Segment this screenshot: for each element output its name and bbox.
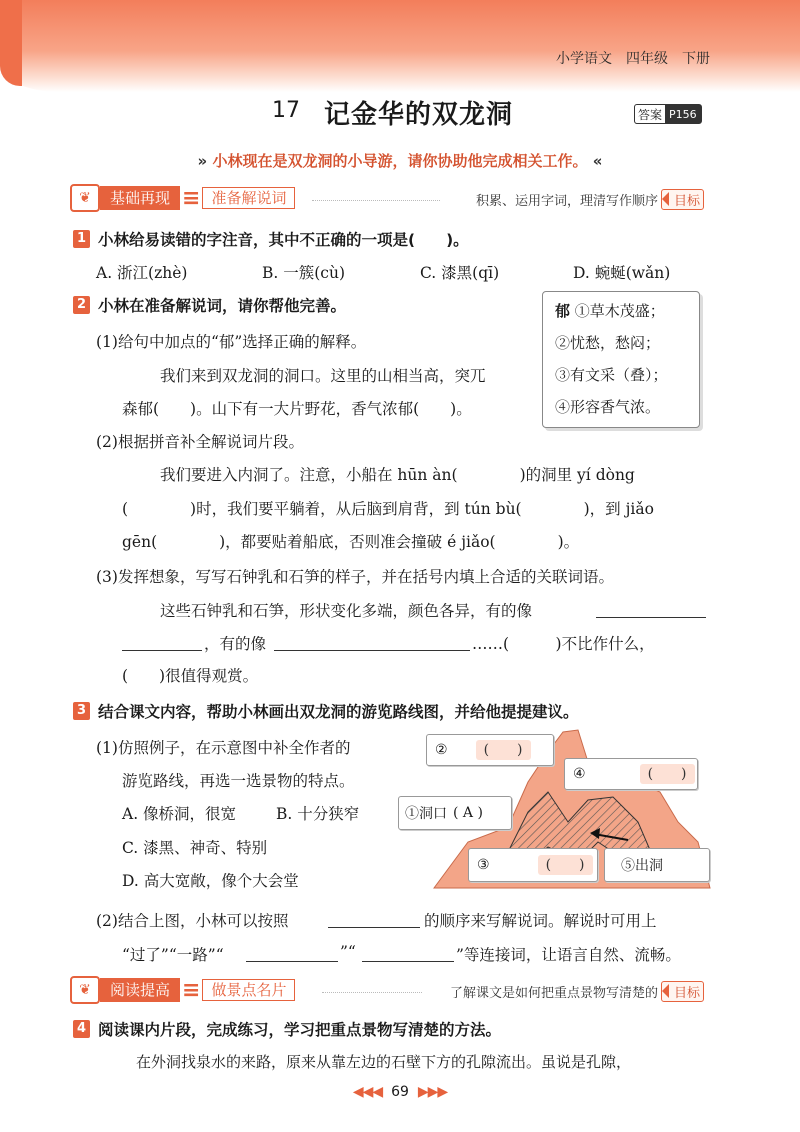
question-stem: 小林给易读错的字注音，其中不正确的一项是( )。: [98, 231, 469, 249]
page-number: 69: [391, 1084, 409, 1100]
option-a: A. 像桥洞，很宽: [122, 805, 237, 823]
intro-text: [0, 150, 800, 171]
route-box-label: ①洞口: [405, 806, 447, 822]
answer-tag: [634, 104, 702, 124]
book-info: 小学语文 四年级 下册: [556, 51, 710, 67]
option-a: A. 浙江(zhè): [96, 264, 188, 282]
option-d: D. 高大宽敞，像个大会堂: [122, 872, 299, 890]
route-box-2: [426, 734, 554, 766]
route-box-4: [564, 758, 698, 790]
header-band: [0, 0, 800, 92]
answer-page: P156: [665, 105, 701, 123]
route-box-3: [468, 848, 598, 882]
passage-line: gēn( )，都要贴着船底，否则准会撞破 é jiǎo( )。: [122, 533, 580, 551]
section-goal: 了解课文是如何把重点景物写清楚的: [449, 986, 658, 1001]
definition-item: ①草木茂盛；: [574, 302, 665, 320]
route-box-label: ⑤出洞: [621, 858, 663, 874]
double-chevron-right-icon: »: [197, 152, 208, 170]
passage-line: 森郁( )。山下有一大片野花，香气浓郁( )。: [122, 400, 472, 418]
section-label: 基础再现: [100, 186, 180, 210]
answer-slot[interactable]: ( ): [538, 855, 593, 875]
passage-line: ……( )不比作什么，: [472, 635, 655, 653]
option-d: D. 蜿蜒(wǎn): [573, 264, 671, 282]
answer-blank[interactable]: [122, 650, 202, 651]
subquestion-2-line: “过了”“一路”“: [122, 946, 224, 964]
section-sub: 准备解说词: [202, 187, 295, 209]
book-icon: ❦: [70, 184, 100, 212]
answer-blank[interactable]: [274, 650, 470, 651]
lesson-title: 记金华的双龙洞: [324, 100, 514, 130]
question-number: 2: [73, 296, 90, 314]
question-number: 3: [73, 702, 90, 720]
intro-sentence: 小林现在是双龙洞的小导游，请你协助他完成相关工作。: [212, 152, 588, 170]
section-label: 阅读提高: [100, 978, 180, 1002]
subquestion-1: (1)给句中加点的“郁”选择正确的解释。: [96, 333, 367, 351]
question-stem: 阅读课内片段，完成练习，学习把重点景物写清楚的方法。: [98, 1021, 502, 1039]
definition-char: 郁: [555, 302, 571, 320]
double-chevron-left-icon: «: [592, 152, 603, 170]
reading-passage: 在外洞找泉水的来路，原来从靠左边的石壁下方的孔隙流出。虽说是孔隙，: [136, 1053, 632, 1071]
route-box-label: ④: [573, 766, 586, 782]
triangles-right-icon: ▶▶▶: [417, 1084, 448, 1100]
passage-line: ( )很值得观赏。: [122, 667, 259, 685]
book-icon: ❦: [70, 976, 100, 1004]
section-sub: 做景点名片: [202, 979, 295, 1001]
triangles-left-icon: ◀◀◀: [352, 1084, 383, 1100]
question-stem: 结合课文内容，帮助小林画出双龙洞的游览路线图，并给他提提建议。: [98, 703, 579, 721]
answer-blank[interactable]: [328, 927, 420, 928]
route-box-label: ②: [435, 742, 448, 758]
section-goal: 积累、运用字词，理清写作顺序: [475, 194, 658, 209]
definition-item: ④形容香气浓。: [555, 398, 661, 416]
definition-box: [542, 291, 700, 428]
dotted-line: [322, 992, 422, 993]
definition-item: ③有文采（叠）；: [555, 366, 668, 384]
lesson-number: 17: [272, 98, 300, 123]
answer-slot[interactable]: ( ): [476, 740, 531, 760]
subquestion-2-cont: 的顺序来写解说词。解说时可用上: [424, 912, 657, 930]
passage-line: 这些石钟乳和石笋，形状变化多端，颜色各异，有的像: [160, 602, 533, 620]
subquestion-2-line: ”“: [340, 943, 356, 961]
option-c: C. 漆黑、神奇、特别: [122, 839, 268, 857]
question-stem: 小林在准备解说词，请你帮他完善。: [98, 297, 347, 315]
route-box-5: [604, 848, 710, 882]
route-box-1: [398, 796, 512, 830]
answer-blank[interactable]: [362, 961, 454, 962]
e-icon: ≡: [182, 977, 201, 1003]
subquestion-2-line: ”等连接词，让语言自然、流畅。: [456, 946, 681, 964]
question-number: 4: [73, 1020, 90, 1038]
route-box-label: ③: [477, 857, 490, 873]
answer-label: 答案: [638, 107, 663, 122]
section-reading: [70, 977, 295, 1003]
goal-tag: 目标: [661, 981, 704, 1002]
subquestion-2: (2)根据拼音补全解说词片段。: [96, 433, 304, 451]
section-basic: [70, 185, 295, 211]
option-b: B. 十分狭窄: [276, 805, 360, 823]
option-c: C. 漆黑(qī): [420, 264, 500, 282]
answer-blank[interactable]: [596, 617, 706, 618]
subquestion-3: (3)发挥想象，写写石钟乳和石笋的样子，并在括号内填上合适的关联词语。: [96, 568, 614, 586]
dotted-line: [312, 200, 440, 201]
subquestion-1-cont: 游览路线，再选一选景物的特点。: [122, 772, 355, 790]
answer-blank[interactable]: [246, 961, 338, 962]
route-box-answer: ( A ): [453, 805, 483, 821]
passage-line: 我们来到双龙洞的洞口。这里的山相当高，突兀: [160, 367, 486, 385]
definition-item: ②忧愁，愁闷；: [555, 334, 661, 352]
subquestion-2: (2)结合上图，小林可以按照: [96, 912, 289, 930]
route-map: [398, 722, 718, 892]
question-number: 1: [73, 230, 90, 248]
passage-line: ( )时，我们要平躺着，从后脑到肩背，到 tún bù( )，到 jiǎo: [122, 500, 654, 518]
subquestion-1: (1)仿照例子，在示意图中补全作者的: [96, 739, 351, 757]
passage-line: ，有的像: [204, 635, 267, 653]
goal-tag: 目标: [661, 189, 704, 210]
option-b: B. 一簇(cù): [262, 264, 346, 282]
answer-slot[interactable]: ( ): [640, 764, 695, 784]
passage-line: 我们要进入内洞了。注意，小船在 hūn àn( )的洞里 yí dòng: [160, 466, 635, 484]
page-footer: [0, 1084, 800, 1100]
e-icon: ≡: [182, 185, 201, 211]
